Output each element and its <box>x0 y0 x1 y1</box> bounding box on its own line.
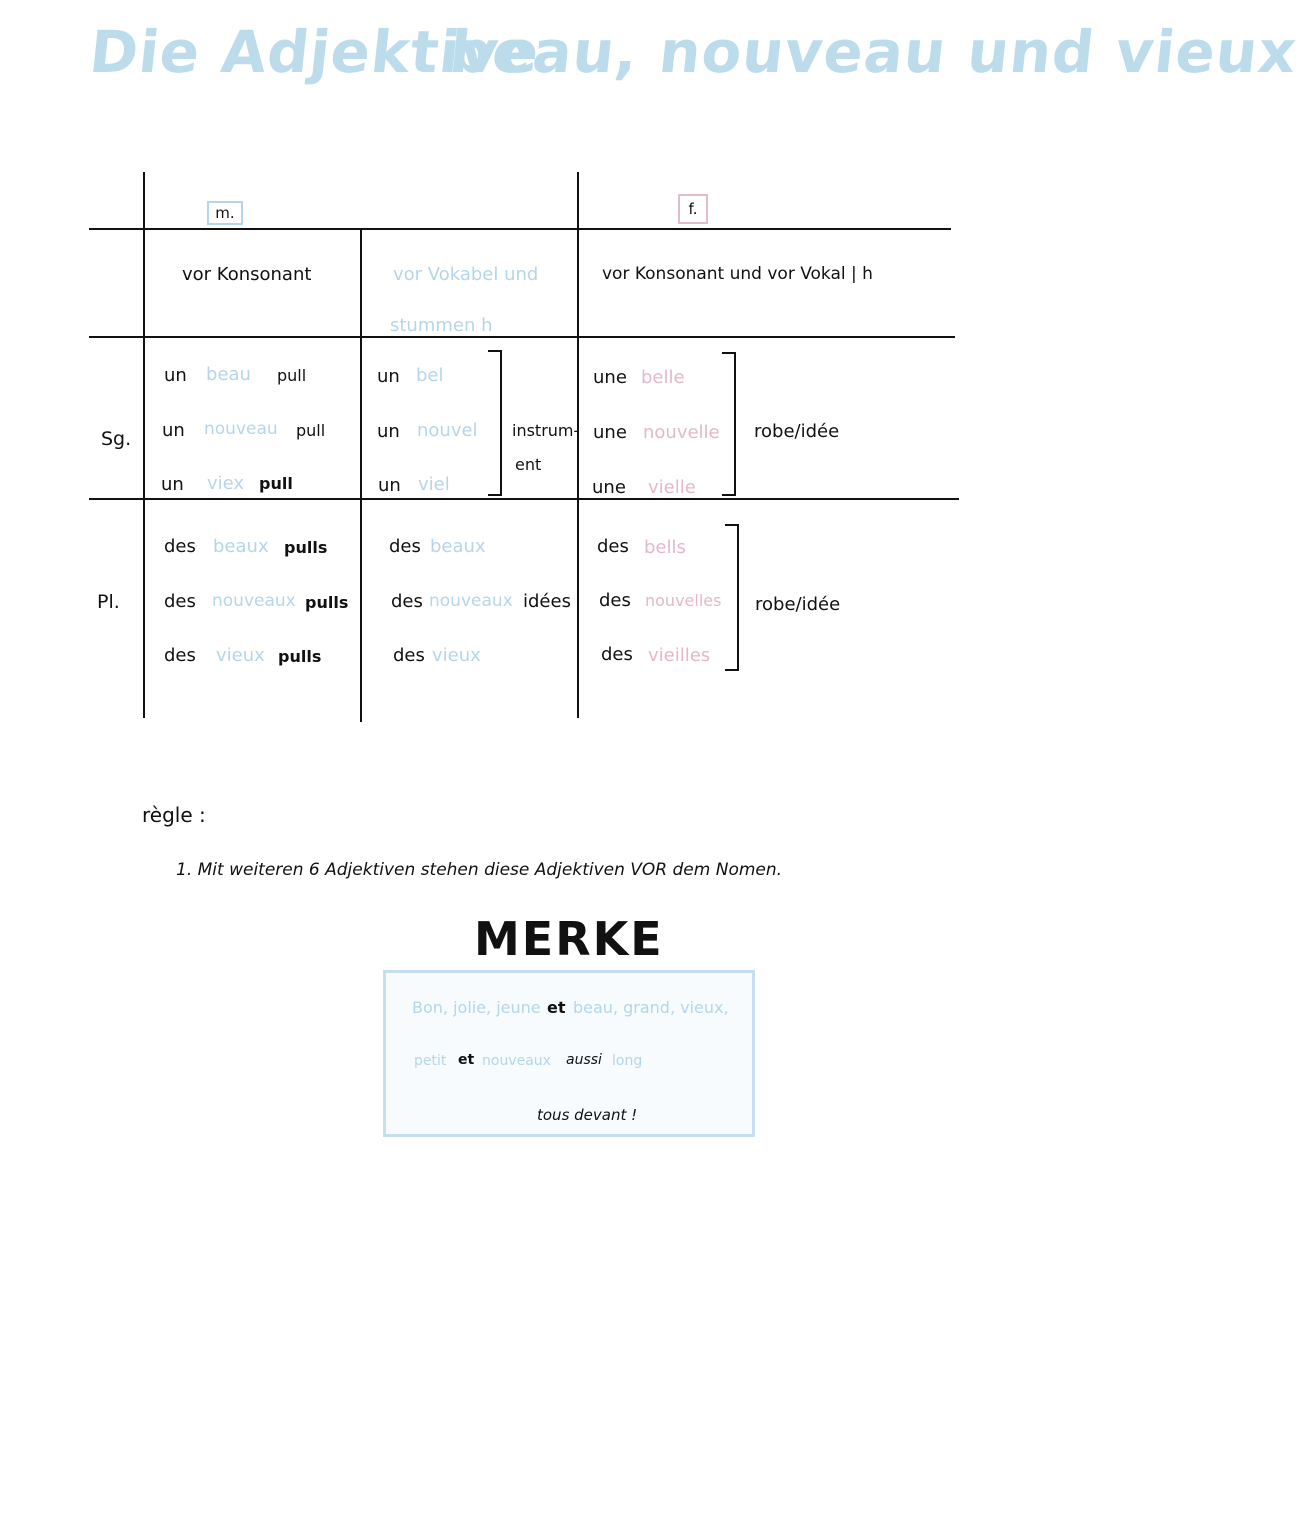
title-part-1: Die Adjektive <box>86 18 544 86</box>
rule-1: 1. Mit weiteren 6 Adjektiven stehen diese Adjektiven VOR dem Nomen. <box>176 860 783 880</box>
sg-vow-adj-1: bel <box>416 365 444 386</box>
sg-f-adj-1: belle <box>641 367 685 388</box>
header-feminine: vor Konsonant und vor Vokal | h <box>602 264 873 284</box>
merke-line3: tous devant ! <box>537 1106 638 1124</box>
pl-vow-art-2: des <box>391 591 423 612</box>
regle-label: règle : <box>142 803 206 827</box>
merke-title: MERKE <box>474 912 664 966</box>
pl-f-noun: robe/idée <box>755 594 841 615</box>
pl-vow-adj-2: nouveaux <box>429 591 513 611</box>
sg-f-adj-2: nouvelle <box>643 422 720 443</box>
pl-cons-noun-2: pulls <box>305 593 349 612</box>
gender-m-tag: m. <box>207 201 243 225</box>
sg-f-art-3: une <box>592 477 626 498</box>
sg-vow-art-2: un <box>377 421 400 442</box>
pl-cons-adj-3: vieux <box>216 645 265 666</box>
pl-cons-noun-3: pulls <box>278 647 322 666</box>
sg-f-bracket <box>722 352 736 496</box>
sg-f-art-2: une <box>593 422 627 443</box>
sg-cons-art-1: un <box>164 365 187 386</box>
pl-vow-adj-3: vieux <box>432 645 481 666</box>
pl-cons-art-2: des <box>164 591 196 612</box>
pl-f-bracket <box>725 524 739 671</box>
merke-line2-a: petit <box>414 1053 447 1069</box>
pl-f-adj-1: bells <box>644 537 686 558</box>
pl-cons-art-3: des <box>164 645 196 666</box>
sg-f-noun: robe/idée <box>754 421 840 442</box>
sg-cons-adj-3: viex <box>207 473 245 494</box>
table-vline-2 <box>360 230 362 722</box>
merke-line2-d: aussi <box>566 1052 602 1068</box>
merke-line2-b: et <box>458 1052 475 1068</box>
sg-vow-adj-2: nouvel <box>417 420 478 441</box>
sg-vow-art-1: un <box>377 366 400 387</box>
pl-f-adj-3: vieilles <box>648 645 711 666</box>
pl-f-art-2: des <box>599 590 631 611</box>
header-consonant: vor Konsonant <box>182 264 312 285</box>
sg-cons-art-2: un <box>162 420 185 441</box>
table-vline-1 <box>143 172 145 718</box>
sg-f-art-1: une <box>593 367 627 388</box>
pl-f-art-1: des <box>597 536 629 557</box>
table-vline-3 <box>577 172 579 718</box>
sg-cons-noun-1: pull <box>277 366 307 385</box>
sg-cons-adj-2: nouveau <box>204 419 278 439</box>
row-label-plural: Pl. <box>97 591 120 613</box>
pl-cons-art-1: des <box>164 536 196 557</box>
merke-line2-c: nouveaux <box>482 1053 551 1069</box>
sg-vow-adj-3: viel <box>418 474 450 495</box>
sg-cons-noun-2: pull <box>296 421 326 440</box>
sg-cons-noun-3: pull <box>259 474 293 493</box>
merke-line1-b: et <box>547 998 566 1017</box>
sg-vow-noun-line2: ent <box>515 455 542 474</box>
row-label-singular: Sg. <box>101 428 132 450</box>
merke-line2-e: long <box>612 1053 643 1069</box>
pl-cons-adj-2: nouveaux <box>212 591 296 611</box>
pl-vow-art-1: des <box>389 536 421 557</box>
pl-cons-noun-1: pulls <box>284 538 328 557</box>
pl-f-adj-2: nouvelles <box>645 591 722 610</box>
pl-vow-art-3: des <box>393 645 425 666</box>
header-vowel-line2: stummen h <box>390 315 493 336</box>
sg-vow-noun-line1: instrum- <box>512 421 580 440</box>
table-hline-1 <box>89 228 951 230</box>
header-vowel-line1: vor Vokabel und <box>393 264 539 285</box>
merke-box <box>383 970 755 1137</box>
merke-line1-c: beau, grand, vieux, <box>573 998 729 1017</box>
pl-cons-adj-1: beaux <box>213 536 269 557</box>
table-hline-3 <box>89 498 959 500</box>
pl-f-art-3: des <box>601 644 633 665</box>
table-hline-2 <box>89 336 955 338</box>
sg-cons-art-3: un <box>161 474 184 495</box>
merke-line1-a: Bon, jolie, jeune <box>412 998 541 1017</box>
sg-vow-art-3: un <box>378 475 401 496</box>
sg-cons-adj-1: beau <box>206 364 251 385</box>
title-part-2: beau, nouveau und vieux <box>446 18 1300 86</box>
sg-f-adj-3: vielle <box>648 477 696 498</box>
gender-f-tag: f. <box>678 194 708 224</box>
sg-vow-bracket <box>488 350 502 496</box>
pl-vow-noun-2: idées <box>523 591 571 612</box>
pl-vow-adj-1: beaux <box>430 536 486 557</box>
